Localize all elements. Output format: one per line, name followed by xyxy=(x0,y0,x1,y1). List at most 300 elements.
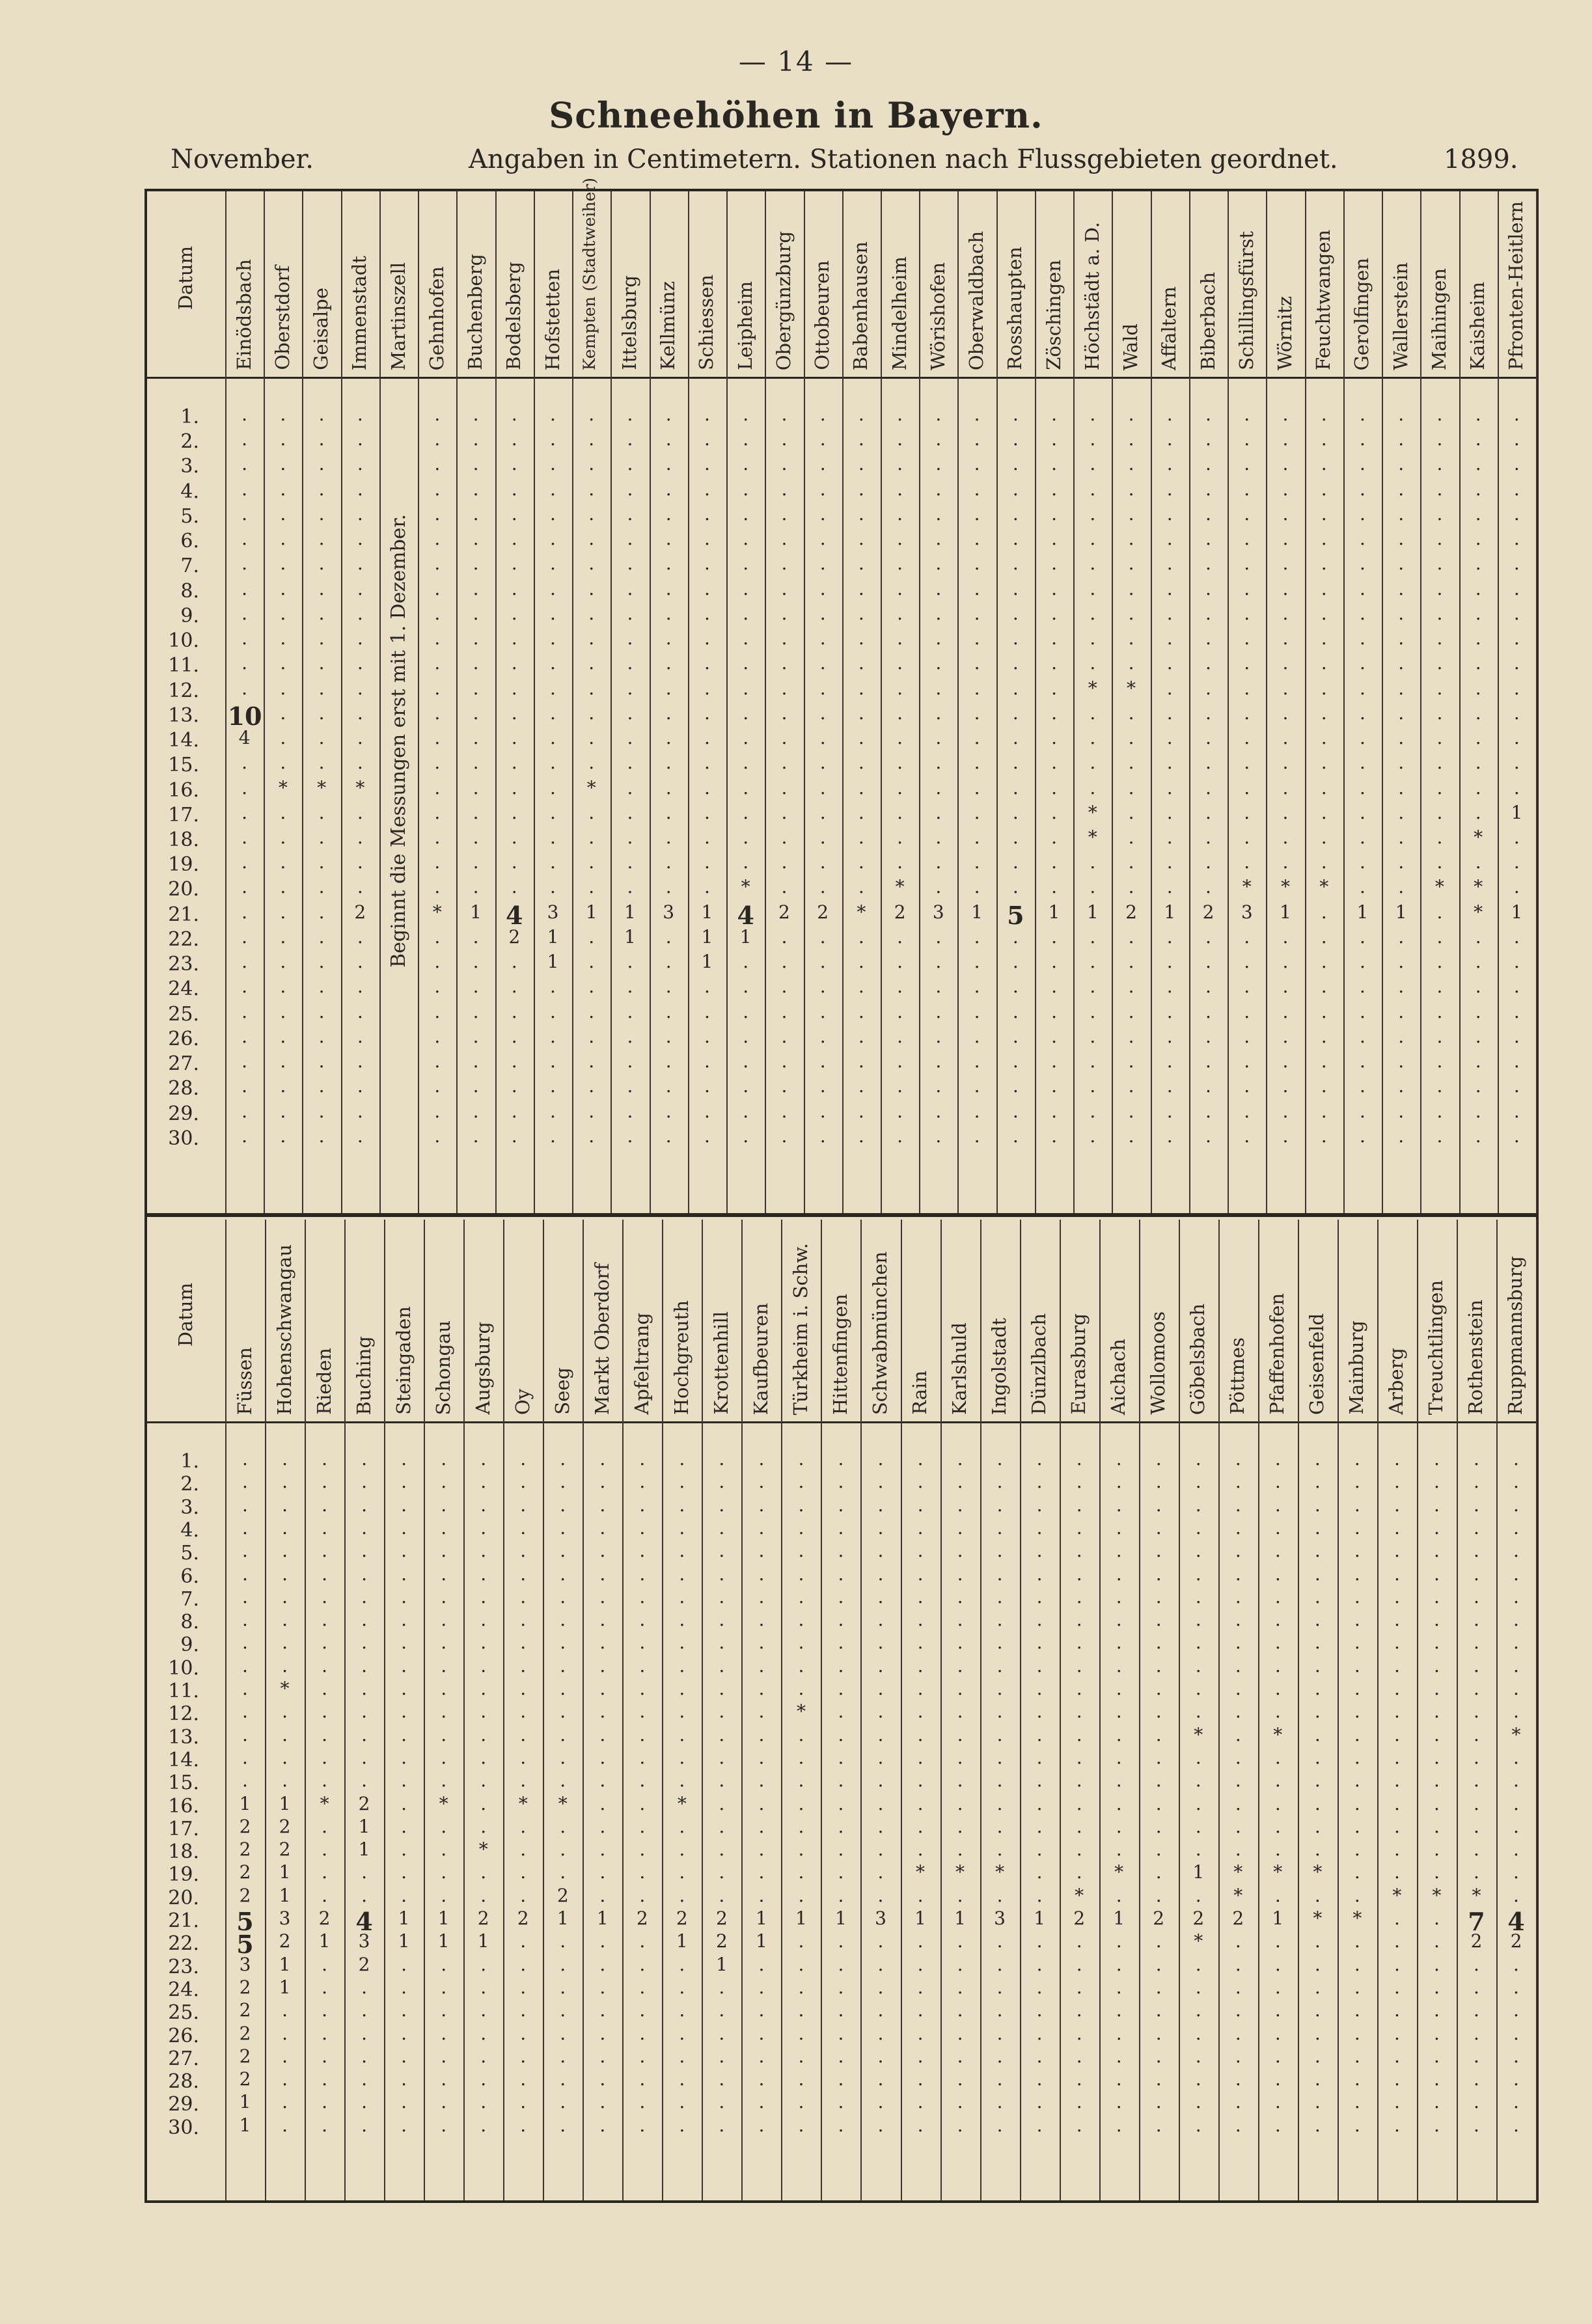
table-cell: . xyxy=(322,1770,328,1792)
table-cell: 2 xyxy=(239,1815,251,1837)
table-cell: . xyxy=(1155,1701,1162,1723)
table-cell: . xyxy=(318,801,325,823)
table-cell: . xyxy=(1321,951,1327,973)
subtitle: Angaben in Centimetern. Stationen nach Flussgebieten geordnet. xyxy=(469,144,1338,174)
table-cell: . xyxy=(242,1678,248,1699)
table-cell: . xyxy=(434,677,441,699)
station-header: Einödsbach xyxy=(232,259,255,370)
table-cell: . xyxy=(974,1000,980,1022)
table-cell: . xyxy=(974,752,980,774)
table-cell: 1 xyxy=(470,901,482,923)
table-cell: . xyxy=(1513,727,1520,749)
table-cell: . xyxy=(1116,1770,1122,1792)
table-cell: . xyxy=(1436,826,1443,848)
table-cell: . xyxy=(917,1815,924,1837)
table-cell: . xyxy=(401,1678,407,1699)
table-cell: . xyxy=(241,901,248,923)
table-cell: . xyxy=(1354,2022,1360,2044)
table-cell: . xyxy=(781,876,788,898)
table-cell: . xyxy=(357,1100,363,1122)
table-cell: . xyxy=(1166,1100,1173,1122)
table-cell: . xyxy=(1166,826,1173,848)
table-cell: . xyxy=(560,2022,566,2044)
table-cell: . xyxy=(511,1125,517,1147)
table-cell: . xyxy=(758,2045,765,2067)
month-label: November. xyxy=(171,144,314,174)
table-cell: . xyxy=(1195,1585,1201,1607)
table-cell: . xyxy=(1321,1075,1327,1097)
table-cell: . xyxy=(877,1815,884,1837)
table-cell: . xyxy=(679,1494,685,1516)
table-cell: . xyxy=(798,1723,804,1745)
table-cell: . xyxy=(935,502,942,525)
station-header: Ottobeuren xyxy=(811,260,834,370)
table-cell: . xyxy=(511,752,517,774)
table-cell: . xyxy=(858,1050,864,1073)
table-cell: * xyxy=(320,1792,329,1814)
table-cell: . xyxy=(1155,1792,1162,1814)
table-cell: * xyxy=(1434,876,1444,898)
table-cell: . xyxy=(957,1471,963,1493)
table-cell: . xyxy=(935,851,942,873)
table-cell: 1 xyxy=(1511,801,1523,823)
table-cell: . xyxy=(1051,577,1057,599)
table-cell: . xyxy=(357,1000,363,1022)
table-cell: . xyxy=(1244,976,1250,998)
table-cell: . xyxy=(1393,1861,1400,1883)
table-cell: . xyxy=(743,453,749,475)
table-cell: . xyxy=(639,2022,646,2044)
table-cell: 1 xyxy=(279,1792,291,1814)
table-cell: . xyxy=(473,403,479,425)
table-cell: . xyxy=(280,502,286,525)
table-cell: 2 xyxy=(279,1815,291,1837)
table-cell: . xyxy=(1012,1050,1019,1073)
table-cell: . xyxy=(743,602,749,624)
table-cell: . xyxy=(1155,1999,1162,2021)
table-cell: . xyxy=(719,1884,725,1906)
table-cell: . xyxy=(935,528,942,550)
table-cell: 1 xyxy=(279,1953,291,1975)
column-divider xyxy=(804,191,805,1213)
table-cell: 1 xyxy=(556,1907,569,1929)
table-cell: . xyxy=(560,1815,566,1837)
table-cell: . xyxy=(665,528,672,550)
day-label: 11. xyxy=(168,1680,199,1702)
table-cell: . xyxy=(877,1585,884,1607)
table-cell: . xyxy=(520,1540,527,1562)
table-cell: . xyxy=(974,453,980,475)
day-label: 18. xyxy=(168,1840,199,1864)
table-cell: . xyxy=(1166,1000,1173,1022)
table-cell: * xyxy=(1273,1723,1283,1745)
table-cell: . xyxy=(282,1770,288,1792)
table-cell: . xyxy=(241,1025,248,1047)
table-cell: . xyxy=(511,776,517,799)
table-cell: . xyxy=(473,428,479,450)
table-cell: . xyxy=(1314,1540,1321,1562)
table-cell: . xyxy=(935,1100,942,1122)
table-cell: . xyxy=(322,2114,328,2136)
table-cell: . xyxy=(318,602,325,624)
table-cell: . xyxy=(357,851,363,873)
table-cell: . xyxy=(1393,1516,1400,1538)
table-cell: . xyxy=(627,1125,633,1147)
table-cell: . xyxy=(974,502,980,525)
table-cell: . xyxy=(639,2091,646,2113)
table-cell: . xyxy=(798,1494,804,1516)
table-cell: . xyxy=(1036,1494,1043,1516)
table-cell: . xyxy=(588,403,595,425)
table-cell: . xyxy=(480,1723,487,1745)
table-cell: . xyxy=(996,1999,1003,2021)
table-cell: . xyxy=(1359,677,1366,699)
table-cell: . xyxy=(1359,627,1366,649)
table-cell: . xyxy=(1359,1000,1366,1022)
table-cell: . xyxy=(819,876,826,898)
table-cell: . xyxy=(838,1701,844,1723)
table-cell: . xyxy=(719,1861,725,1883)
table-cell: . xyxy=(599,2114,606,2136)
table-cell: . xyxy=(1474,1632,1479,1654)
table-cell: . xyxy=(957,1540,963,1562)
table-cell: . xyxy=(434,826,441,848)
table-cell: . xyxy=(1513,776,1520,799)
table-cell: . xyxy=(599,1746,606,1768)
table-cell: . xyxy=(473,1000,479,1022)
table-cell: . xyxy=(743,553,749,575)
day-label: 29. xyxy=(168,2093,199,2116)
table-cell: . xyxy=(1433,1563,1440,1585)
table-cell: . xyxy=(480,1448,487,1470)
table-cell: . xyxy=(1166,453,1173,475)
table-cell: . xyxy=(957,1678,963,1699)
table-cell: . xyxy=(1155,2045,1162,2067)
table-cell: . xyxy=(282,1609,288,1631)
table-cell: . xyxy=(434,851,441,873)
table-cell: . xyxy=(1195,1632,1201,1654)
table-cell: . xyxy=(719,1494,725,1516)
table-cell: . xyxy=(1433,1792,1440,1814)
table-cell: . xyxy=(798,1770,804,1792)
table-cell: . xyxy=(1090,1050,1096,1073)
table-cell: . xyxy=(1155,1839,1162,1861)
table-cell: . xyxy=(441,1678,447,1699)
table-cell: . xyxy=(935,876,942,898)
table-cell: . xyxy=(1282,826,1289,848)
table-cell: . xyxy=(550,976,556,998)
table-cell: . xyxy=(1321,478,1327,500)
table-cell: . xyxy=(758,1723,765,1745)
table-cell: . xyxy=(917,2114,924,2136)
station-header: Hittenfingen xyxy=(829,1293,851,1415)
table-cell: . xyxy=(599,1999,606,2021)
table-cell: . xyxy=(704,1000,710,1022)
table-cell: . xyxy=(550,403,556,425)
table-cell: . xyxy=(357,677,363,699)
table-cell: . xyxy=(877,1678,884,1699)
table-cell: . xyxy=(1433,1540,1440,1562)
table-cell: . xyxy=(280,1025,286,1047)
datum-header: Datum xyxy=(174,1282,197,1347)
table-cell: . xyxy=(1051,677,1057,699)
station-header: Pöttmes xyxy=(1226,1337,1249,1415)
table-cell: . xyxy=(1314,2068,1321,2090)
day-label: 25. xyxy=(168,2001,199,2025)
table-cell: . xyxy=(1433,2114,1440,2136)
table-cell: . xyxy=(974,951,980,973)
table-cell: . xyxy=(1433,2068,1440,2090)
table-cell: . xyxy=(1205,1125,1211,1147)
table-cell: . xyxy=(679,2091,685,2113)
table-cell: . xyxy=(1116,1792,1122,1814)
table-cell: . xyxy=(1244,502,1250,525)
table-cell: . xyxy=(480,1585,487,1607)
table-cell: . xyxy=(1128,826,1134,848)
table-cell: . xyxy=(599,1861,606,1883)
table-cell: . xyxy=(588,553,595,575)
table-cell: . xyxy=(665,502,672,525)
table-cell: . xyxy=(1314,2091,1321,2113)
table-cell: . xyxy=(473,528,479,550)
table-cell: . xyxy=(1155,1471,1162,1493)
table-cell: . xyxy=(361,1632,368,1654)
table-cell: . xyxy=(1433,1723,1440,1745)
table-cell: . xyxy=(241,502,248,525)
table-cell: . xyxy=(1205,976,1211,998)
table-cell: . xyxy=(1359,851,1366,873)
column-divider xyxy=(842,191,844,1213)
table-cell: . xyxy=(781,652,788,674)
table-cell: . xyxy=(1155,1563,1162,1585)
table-cell: . xyxy=(838,1884,844,1906)
table-cell: . xyxy=(781,752,788,774)
table-cell: . xyxy=(1036,1976,1043,1998)
table-cell: . xyxy=(588,1050,595,1073)
table-cell: . xyxy=(1205,478,1211,500)
table-cell: . xyxy=(935,826,942,848)
table-cell: . xyxy=(798,1884,804,1906)
table-cell: . xyxy=(781,801,788,823)
table-cell: . xyxy=(935,652,942,674)
table-cell: . xyxy=(1398,826,1405,848)
station-header: Wörnitz xyxy=(1273,295,1296,370)
table-cell: 1 xyxy=(596,1907,609,1929)
table-cell: . xyxy=(1235,1976,1241,1998)
table-cell: . xyxy=(401,1585,407,1607)
column-divider xyxy=(1189,191,1190,1213)
table-cell: . xyxy=(639,1563,646,1585)
table-cell: * xyxy=(1233,1884,1243,1906)
table-cell: . xyxy=(917,1678,924,1699)
table-cell: . xyxy=(798,2022,804,2044)
table-cell: . xyxy=(1475,1050,1481,1073)
station-header: Wörishofen xyxy=(926,262,949,370)
table-cell: . xyxy=(1282,851,1289,873)
table-cell: . xyxy=(758,1999,765,2021)
table-cell: . xyxy=(1155,2022,1162,2044)
table-cell: . xyxy=(974,428,980,450)
table-cell: . xyxy=(588,801,595,823)
table-cell: . xyxy=(1513,553,1520,575)
table-cell: . xyxy=(897,1025,903,1047)
table-cell: . xyxy=(1051,727,1057,749)
table-cell: . xyxy=(1359,553,1366,575)
table-cell: . xyxy=(1513,1884,1519,1906)
table-cell: . xyxy=(1393,1609,1400,1631)
table-cell: . xyxy=(560,1609,566,1631)
table-cell: . xyxy=(1076,1516,1082,1538)
table-cell: . xyxy=(1012,727,1019,749)
table-cell: . xyxy=(1244,577,1250,599)
table-cell: . xyxy=(819,776,826,799)
table-cell: . xyxy=(1012,851,1019,873)
table-cell: 1 xyxy=(358,1839,370,1861)
table-cell: . xyxy=(819,602,826,624)
table-cell: . xyxy=(480,2114,487,2136)
table-cell: . xyxy=(588,478,595,500)
table-cell: . xyxy=(781,453,788,475)
table-cell: . xyxy=(318,976,325,998)
table-cell: . xyxy=(1513,1839,1519,1861)
table-cell: . xyxy=(242,1471,248,1493)
table-cell: . xyxy=(704,553,710,575)
table-cell: . xyxy=(627,478,633,500)
table-cell: . xyxy=(639,1609,646,1631)
table-cell: . xyxy=(917,1770,924,1792)
table-cell: . xyxy=(838,2022,844,2044)
station-header: Steingaden xyxy=(392,1306,415,1415)
table-cell: . xyxy=(627,453,633,475)
table-cell: . xyxy=(599,1723,606,1745)
table-cell: . xyxy=(838,1516,844,1538)
table-cell: . xyxy=(1359,428,1366,450)
table-cell: . xyxy=(280,1075,286,1097)
table-cell: . xyxy=(1116,1563,1122,1585)
table-cell: . xyxy=(241,453,248,475)
table-cell: . xyxy=(1475,502,1481,525)
table-cell: . xyxy=(322,2068,328,2090)
table-cell: . xyxy=(1359,1100,1366,1122)
table-cell: . xyxy=(1244,428,1250,450)
table-cell: . xyxy=(1393,1999,1400,2021)
table-cell: . xyxy=(1076,2068,1082,2090)
table-cell: . xyxy=(434,403,441,425)
table-cell: . xyxy=(1475,652,1481,674)
table-cell: . xyxy=(665,1000,672,1022)
table-cell: . xyxy=(1282,1025,1289,1047)
table-cell: * xyxy=(1474,901,1483,923)
table-cell: . xyxy=(511,553,517,575)
table-cell: . xyxy=(665,577,672,599)
station-header: Seeg xyxy=(551,1367,573,1415)
table-cell: * xyxy=(1432,1884,1442,1906)
table-cell: . xyxy=(1393,2022,1400,2044)
table-cell: . xyxy=(511,1025,517,1047)
table-cell: . xyxy=(679,1471,685,1493)
table-cell: . xyxy=(322,1953,328,1975)
table-cell: . xyxy=(935,1125,942,1147)
table-cell: . xyxy=(877,1770,884,1792)
table-cell: . xyxy=(511,702,517,724)
table-cell: . xyxy=(1012,1100,1019,1122)
table-cell: . xyxy=(1513,1025,1520,1047)
table-cell: . xyxy=(781,677,788,699)
table-cell: . xyxy=(838,2091,844,2113)
table-cell: . xyxy=(1436,901,1443,923)
table-cell: . xyxy=(819,1075,826,1097)
table-cell: . xyxy=(1090,1100,1096,1122)
table-cell: . xyxy=(1155,1654,1162,1676)
table-cell: . xyxy=(679,2114,685,2136)
table-cell: . xyxy=(1166,925,1173,948)
table-cell: . xyxy=(858,478,864,500)
table-cell: . xyxy=(819,403,826,425)
table-cell: . xyxy=(1393,2045,1400,2067)
table-cell: . xyxy=(1475,727,1481,749)
table-cell: . xyxy=(588,602,595,624)
table-cell: . xyxy=(480,2045,487,2067)
table-cell: . xyxy=(282,2114,288,2136)
table-cell: . xyxy=(996,1884,1003,1906)
table-cell: . xyxy=(1359,602,1366,624)
table-cell: . xyxy=(679,1701,685,1723)
table-cell: . xyxy=(1314,2022,1321,2044)
table-cell: . xyxy=(1354,1585,1360,1607)
table-cell: . xyxy=(957,1839,963,1861)
table-cell: . xyxy=(1235,1516,1241,1538)
table-cell: . xyxy=(480,1976,487,1998)
table-cell: . xyxy=(1166,1050,1173,1073)
table-cell: . xyxy=(1314,1609,1321,1631)
table-cell: . xyxy=(627,1050,633,1073)
table-cell: . xyxy=(560,1723,566,1745)
table-cell: . xyxy=(639,1930,646,1952)
table-cell: . xyxy=(1393,1815,1400,1837)
table-cell: . xyxy=(996,1701,1003,1723)
table-cell: . xyxy=(935,752,942,774)
table-cell: . xyxy=(1475,553,1481,575)
table-cell: . xyxy=(917,1884,924,1906)
table-cell: . xyxy=(1051,652,1057,674)
table-cell: . xyxy=(441,1609,447,1631)
table-cell: . xyxy=(241,1125,248,1147)
table-cell: * xyxy=(1280,876,1290,898)
table-cell: . xyxy=(480,1953,487,1975)
table-cell: . xyxy=(1128,1075,1134,1097)
table-cell: . xyxy=(1051,478,1057,500)
table-cell: . xyxy=(1359,876,1366,898)
table-cell: . xyxy=(1076,1839,1082,1861)
table-cell: . xyxy=(1128,602,1134,624)
table-cell: . xyxy=(441,1654,447,1676)
table-cell: . xyxy=(974,776,980,799)
table-cell: . xyxy=(322,1632,328,1654)
table-cell: . xyxy=(361,1471,368,1493)
table-cell: . xyxy=(318,577,325,599)
table-cell: . xyxy=(1513,752,1520,774)
table-cell: . xyxy=(758,1471,765,1493)
column-divider xyxy=(1099,1220,1101,2200)
day-label: 7. xyxy=(180,1587,199,1611)
table-cell: . xyxy=(1282,553,1289,575)
table-cell: . xyxy=(434,951,441,973)
table-cell: . xyxy=(897,602,903,624)
station-header: Buchenberg xyxy=(464,254,487,370)
table-cell: . xyxy=(1393,1701,1400,1723)
station-header: Pfaffenhofen xyxy=(1266,1293,1289,1415)
table-cell: * xyxy=(677,1792,687,1814)
